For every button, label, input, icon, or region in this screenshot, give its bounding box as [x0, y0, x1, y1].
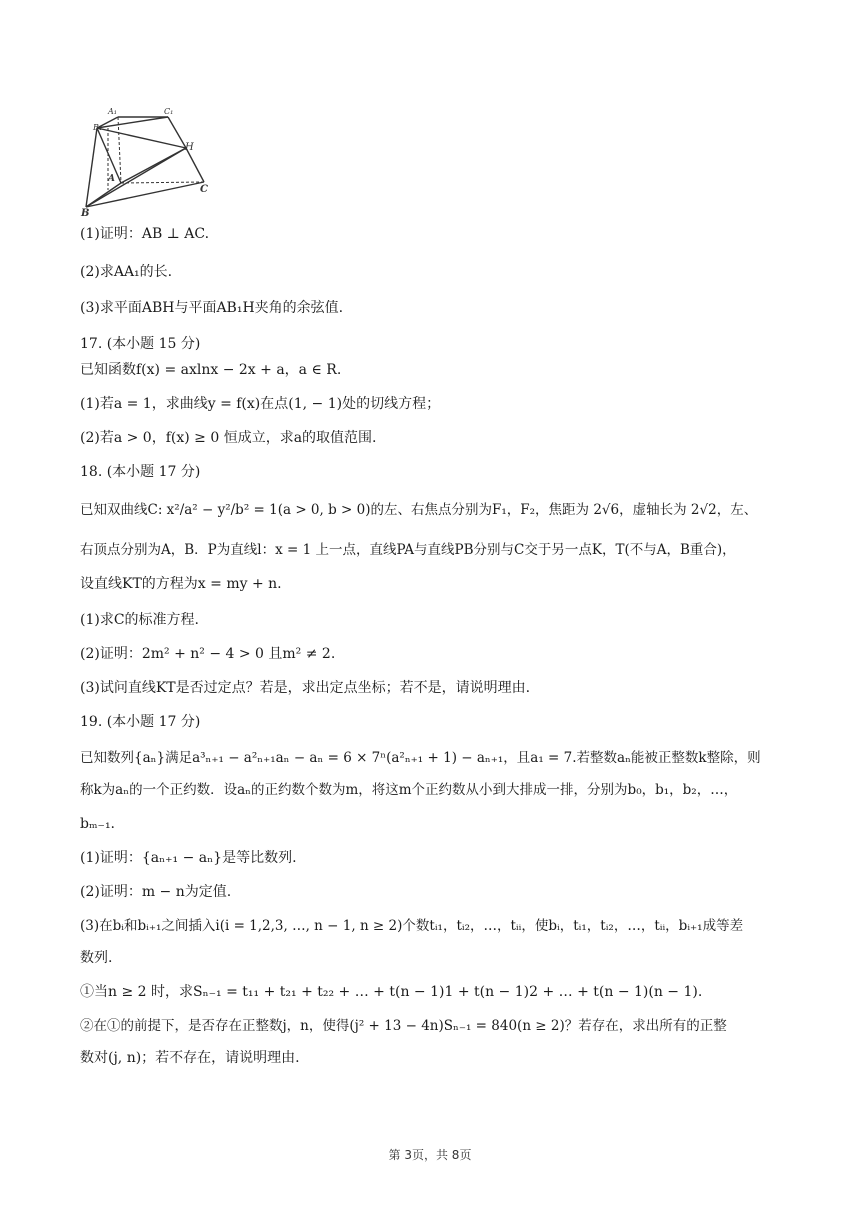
q18-heading: 18. (本小题 17 分): [80, 464, 201, 480]
q19-stem-1: 已知数列{aₙ}满足a³ₙ₊₁ − a²ₙ₊₁aₙ − aₙ = 6 × 7ⁿ(a²ₙ₊₁ + 1) − aₙ₊₁，且a₁ = 7.若整数aₙ能被正整数k整除，则: [80, 750, 761, 766]
q19-part3-a: ①当n ≥ 2 时，求Sₙ₋₁ = t₁₁ + t₂₁ + t₂₂ + … + t(n − 1)1 + t(n − 1)2 + … + t(n − 1)(n − 1).: [80, 984, 703, 1000]
q19-stem-3: bₘ₋₁.: [80, 816, 115, 832]
label-A: A: [108, 174, 115, 184]
label-B: B: [81, 208, 90, 218]
q19-part3-b-1: ②在①的前提下，是否存在正整数j，n，使得(j² + 13 − 4n)Sₙ₋₁ = 840(n ≥ 2)？若存在，求出所有的正整: [80, 1018, 727, 1034]
label-C1: C₁: [164, 107, 174, 116]
q18-stem-3: 设直线KT的方程为x = my + n.: [80, 576, 282, 592]
q19-part2: (2)证明：m − n为定值.: [80, 884, 232, 900]
label-A1: A₁: [108, 107, 117, 116]
geometry-figure: [78, 100, 218, 218]
q17-part1: (1)若a = 1，求曲线y = f(x)在点(1, − 1)处的切线方程；: [80, 396, 441, 412]
q17-stem: 已知函数f(x) = axlnx − 2x + a，a ∈ R.: [80, 362, 342, 378]
q17-part2: (2)若a > 0，f(x) ≥ 0 恒成立，求a的取值范围.: [80, 430, 377, 446]
q16-part1: (1)证明：AB ⊥ AC.: [80, 226, 210, 242]
q16-part2: (2)求AA₁的长.: [80, 264, 173, 280]
q19-heading: 19. (本小题 17 分): [80, 714, 201, 730]
q18-stem-2: 右顶点分别为A，B．P为直线l：x = 1 上一点，直线PA与直线PB分别与C交于另一点K，T(不与A，B重合)，: [80, 542, 736, 558]
q19-part3-b-2: 数对(j, n)；若不存在，请说明理由.: [80, 1050, 300, 1066]
q16-part3: (3)求平面ABH与平面AB₁H夹角的余弦值.: [80, 300, 344, 316]
q19-stem-2: 称k为aₙ的一个正约数．设aₙ的正约数个数为m，将这m个正约数从小到大排成一排，分别为b₀，b₁，b₂，…，: [80, 782, 738, 798]
q18-part2: (2)证明：2m² + n² − 4 > 0 且m² ≠ 2.: [80, 646, 336, 662]
label-C: C: [200, 184, 208, 195]
q18-part1: (1)求C的标准方程.: [80, 612, 199, 628]
page-footer: 第 3页，共 8页: [388, 1148, 472, 1162]
q17-heading: 17. (本小题 15 分): [80, 336, 201, 352]
label-B1: B₁: [93, 123, 103, 132]
q19-part3-1: (3)在bᵢ和bᵢ₊₁之间插入i(i = 1,2,3, …, n − 1, n ≥ 2)个数tᵢ₁，tᵢ₂，…，tᵢᵢ，使bᵢ，tᵢ₁，tᵢ₂，…，tᵢᵢ，bᵢ₊₁成等差: [80, 918, 744, 934]
q19-part3-2: 数列.: [80, 950, 113, 966]
q18-part3: (3)试问直线KT是否过定点？若是，求出定点坐标；若不是，请说明理由.: [80, 680, 531, 696]
q19-part1: (1)证明：{aₙ₊₁ − aₙ}是等比数列.: [80, 850, 297, 866]
label-H: H: [185, 142, 194, 153]
q18-stem-1: 已知双曲线C: x²/a² − y²/b² = 1(a > 0, b > 0)的左、右焦点分别为F₁，F₂，焦距为 2√6，虚轴长为 2√2，左、: [80, 502, 758, 518]
